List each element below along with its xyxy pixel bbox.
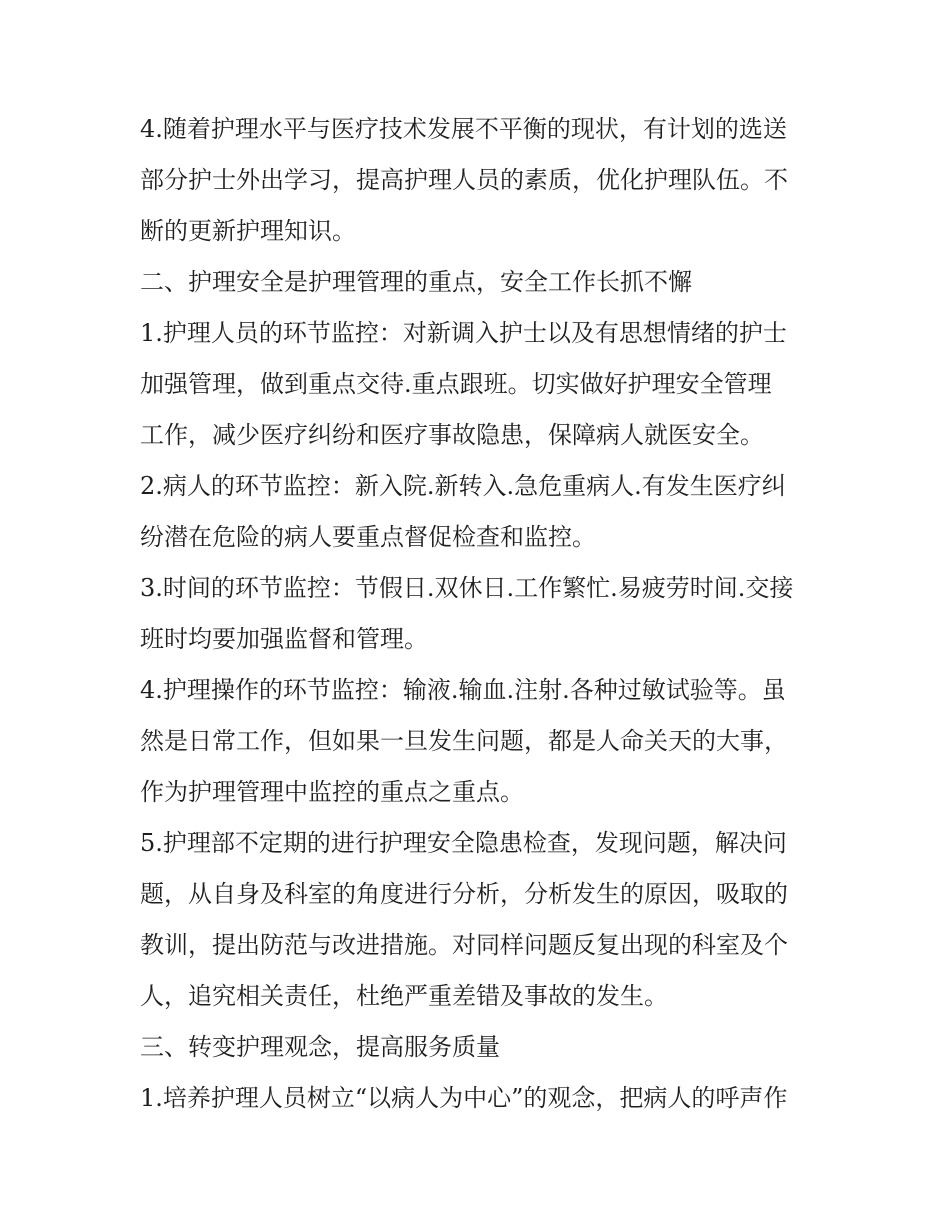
document-body bbox=[140, 104, 820, 1124]
text-line: 1.护理人员的环节监控：对新调入护士以及有思想情绪的护士 bbox=[140, 319, 787, 347]
text-line: 教训，提出防范与改进措施。对同样问题反复出现的科室及个 bbox=[140, 931, 788, 959]
text-line: 部分护士外出学习，提高护理人员的素质，优化护理队伍。不 bbox=[140, 166, 788, 194]
text-line: 工作，减少医疗纠纷和医疗事故隐患，保障病人就医安全。 bbox=[140, 421, 764, 449]
section-heading: 二、护理安全是护理管理的重点，安全工作长抓不懈 bbox=[140, 268, 692, 296]
text-line: 加强管理，做到重点交待.重点跟班。切实做好护理安全管理 bbox=[140, 370, 772, 398]
text-line: 纷潜在危险的病人要重点督促检查和监控。 bbox=[140, 523, 596, 551]
text-line: 断的更新护理知识。 bbox=[140, 217, 356, 245]
text-line: 2.病人的环节监控：新入院.新转入.急危重病人.有发生医疗纠 bbox=[140, 472, 786, 500]
text-line: 作为护理管理中监控的重点之重点。 bbox=[140, 778, 524, 806]
text-line: 1.培养护理人员树立“以病人为中心”的观念，把病人的呼声作 bbox=[140, 1084, 788, 1112]
text-line: 班时均要加强监督和管理。 bbox=[140, 625, 428, 653]
text-line: 4.随着护理水平与医疗技术发展不平衡的现状，有计划的选送 bbox=[140, 115, 787, 143]
text-line: 人，追究相关责任，杜绝严重差错及事故的发生。 bbox=[140, 982, 668, 1010]
text-line: 题，从自身及科室的角度进行分析，分析发生的原因，吸取的 bbox=[140, 880, 788, 908]
text-line: 4.护理操作的环节监控：输液.输血.注射.各种过敏试验等。虽 bbox=[140, 676, 786, 704]
section-heading: 三、转变护理观念，提高服务质量 bbox=[140, 1033, 500, 1061]
text-line: 5.护理部不定期的进行护理安全隐患检查，发现问题，解决问 bbox=[140, 829, 787, 857]
text-line: 然是日常工作，但如果一旦发生问题，都是人命关天的大事， bbox=[140, 727, 788, 755]
text-line: 3.时间的环节监控：节假日.双休日.工作繁忙.易疲劳时间.交接 bbox=[140, 574, 794, 602]
